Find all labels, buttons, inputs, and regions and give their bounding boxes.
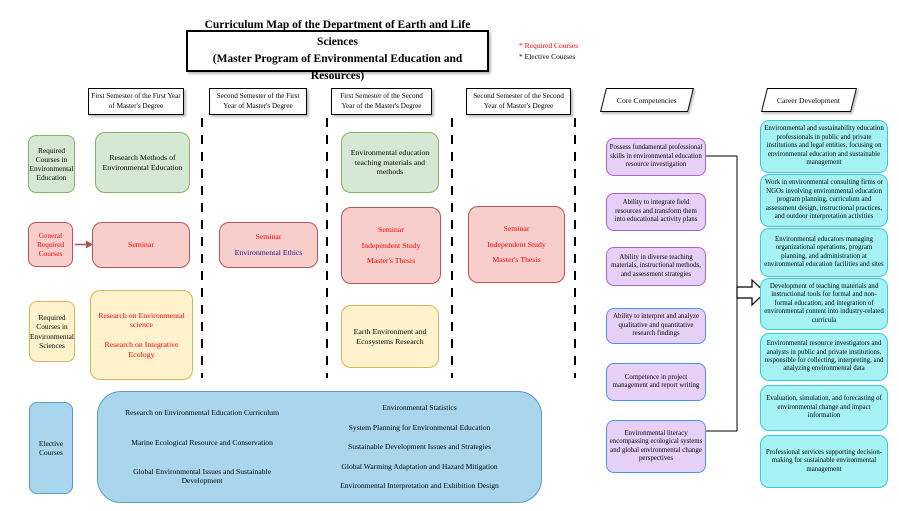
header-sem4: Second Semester of the Second Year of Master's Degree bbox=[466, 88, 571, 115]
career-development-label: Career Development bbox=[777, 95, 841, 105]
competency-2: Ability to integrate field resources and transform them into educational activity plans bbox=[606, 193, 706, 231]
course-seminar-sem3: Seminar bbox=[378, 224, 404, 234]
elective-course: Sustainable Development Issues and Strategies bbox=[348, 442, 492, 452]
elective-course: Environmental Statistics bbox=[382, 403, 457, 413]
competency-6: Environmental literacy encompassing ecological systems and global environmental change perspectives bbox=[606, 420, 706, 473]
row-label-general-required: General Required Courses bbox=[28, 222, 73, 267]
career-2: Work in environmental consulting firms or NGOs involving environmental education program planning, curriculum and assessment design, instructional practices, and outdoor interpretation activities bbox=[760, 174, 888, 227]
career-6: Evaluation, simulation, and forecasting of environmental change and impact information bbox=[760, 385, 888, 431]
legend-required-courses: * Required Courses bbox=[519, 41, 579, 50]
elective-right-column bbox=[302, 398, 537, 496]
row-label-elective-courses: Elective Courses bbox=[29, 402, 73, 494]
elective-course: Environmental Interpretation and Exhibition Design bbox=[340, 481, 499, 491]
career-1: Environmental and sustainability education professionals in public and private institutions and legal entities, focusing on environmental education and sustainable management bbox=[760, 120, 888, 173]
header-career-development bbox=[761, 88, 857, 112]
course-env-science-research bbox=[90, 290, 193, 380]
header-core-competencies bbox=[600, 88, 694, 112]
column-divider-3 bbox=[451, 118, 453, 378]
elective-course: Global Environmental Issues and Sustainable Development bbox=[133, 467, 272, 486]
elective-courses-box bbox=[97, 391, 542, 503]
red-arrow-icon bbox=[75, 241, 93, 249]
legend-elective-courses: * Elective Courses bbox=[519, 52, 576, 62]
course-seminar-sem4: Seminar bbox=[503, 223, 530, 233]
course-environmental-ethics: Environmental Ethics bbox=[234, 248, 303, 257]
competency-3: Ability in diverse teaching materials, instructional methods, and assessment strategies bbox=[606, 247, 706, 286]
course-research-methods: Research Methods of Environmental Education bbox=[95, 132, 190, 193]
competency-1: Possess fundamental professional skills in environmental education resource investigation bbox=[606, 138, 706, 176]
header-sem3: First Semester of the Second Year of the Master's Degree bbox=[331, 88, 432, 115]
course-seminar-ethics bbox=[219, 222, 318, 268]
diagram-title bbox=[186, 18, 489, 83]
legend bbox=[519, 40, 589, 63]
course-seminar-study-thesis-sem4 bbox=[468, 206, 565, 283]
course-masters-thesis-sem3: Master's Thesis bbox=[366, 256, 416, 266]
column-divider-4 bbox=[574, 118, 576, 378]
course-teaching-materials: Environmental education teaching materials and methods bbox=[341, 132, 439, 193]
competency-4: Ability to interpret and analyze qualitative and quantitative research findings bbox=[606, 308, 706, 344]
title-line-2: (Master Program of Environmental Education and Resources) bbox=[212, 53, 463, 83]
course-research-integrative-ecology: Research on Integrative Ecology bbox=[104, 340, 179, 359]
course-research-env-science: Research on Environmental science bbox=[98, 310, 185, 330]
title-line-1: Curriculum Map of the Department of Earth and Life Sciences bbox=[204, 18, 471, 48]
course-seminar-sem2: Seminar bbox=[255, 232, 282, 242]
header-sem1: First Semester of the First Year of Master's Degree bbox=[88, 88, 184, 115]
course-independent-study-sem4: Independent Study bbox=[487, 239, 546, 249]
elective-course: System Planning for Environmental Education bbox=[348, 422, 491, 432]
row-label-required-env-sciences: Required Courses in Environmental Sciences bbox=[29, 301, 75, 362]
career-7: Professional services supporting decision-making for sustainable environmental management bbox=[760, 435, 888, 488]
career-4: Development of teaching materials and instructional tools for formal and non-formal education, and integration of environmental content into industry-related curricula bbox=[760, 278, 888, 330]
career-3: Environmental educators managing organizational operations, program planning, and administration at environmental education facilities and sites bbox=[760, 228, 888, 277]
competency-5: Competence in project management and report writing bbox=[606, 363, 706, 401]
core-competencies-label: Core Competencies bbox=[617, 95, 677, 105]
course-seminar-sem1: Seminar bbox=[92, 222, 190, 268]
header-sem2: Second Semester of the First Year of Master's Degree bbox=[209, 88, 307, 115]
course-independent-study-sem3: Independent Study bbox=[361, 240, 421, 250]
row-label-required-env-education: Required Courses in Environmental Education bbox=[28, 135, 75, 193]
career-5: Environmental resource investigators and analysts in public and private institutions, responsible for collecting, interpreting, and analyzing environmental data bbox=[760, 333, 888, 381]
elective-course: Research on Environmental Education Curriculum bbox=[125, 408, 280, 417]
elective-course: Global Warming Adaptation and Hazard Mitigation bbox=[341, 461, 498, 471]
elective-left-column bbox=[102, 398, 302, 496]
course-seminar-study-thesis-sem3 bbox=[341, 207, 441, 284]
column-divider-1 bbox=[201, 118, 203, 378]
course-masters-thesis-sem4: Master's Thesis bbox=[492, 255, 541, 265]
column-divider-2 bbox=[326, 118, 328, 378]
course-earth-ecosystems-research: Earth Environment and Ecosystems Research bbox=[341, 305, 439, 368]
elective-course: Marine Ecological Resource and Conservation bbox=[131, 437, 273, 447]
competency-career-connector bbox=[706, 156, 737, 431]
